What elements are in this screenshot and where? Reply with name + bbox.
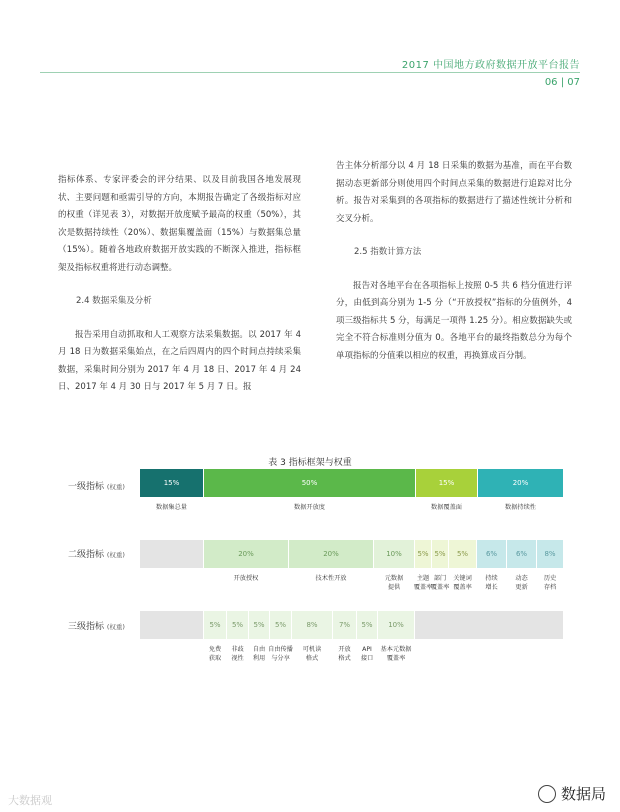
level2-bar bbox=[204, 540, 288, 568]
level3-bar bbox=[270, 611, 291, 639]
paragraph: 告主体分析部分以 4 月 18 日采集的数据为基准，而在平台数据动态更新部分则使用四个时间点采集的数据进行追踪对比分析。报告对采集到的各项指标的数据进行了描述性统计分析和交叉分析。 bbox=[336, 161, 572, 224]
level3-bar bbox=[378, 611, 414, 639]
level2-bar bbox=[507, 540, 536, 568]
level3-bar bbox=[357, 611, 377, 639]
row-label-weight: (权重) bbox=[106, 483, 125, 491]
level3-bar bbox=[204, 611, 226, 639]
left-column bbox=[58, 172, 301, 397]
report-title: 2017 中国地方政府数据开放平台报告 bbox=[401, 60, 580, 71]
level3-weight-value: 8% bbox=[306, 621, 318, 629]
level3-indicator-label: 自由 利用 bbox=[252, 646, 266, 662]
level3-bar bbox=[333, 611, 356, 639]
level3-indicator-label: 非歧 视性 bbox=[231, 646, 244, 662]
level2-weight-value: 5% bbox=[456, 550, 469, 558]
level3-indicator-label: 自由传播 与分享 bbox=[268, 646, 293, 662]
level2-indicator-label: 技术性开放 bbox=[315, 575, 347, 582]
level3-weight-value: 5% bbox=[361, 621, 373, 629]
level2-weight-value: 10% bbox=[386, 550, 402, 558]
level2-bar bbox=[415, 540, 431, 568]
level2-indicator-label: 元数据 提供 bbox=[384, 575, 404, 591]
level3-weight-value: 5% bbox=[209, 621, 221, 629]
level3-indicator-label: 基本元数据 覆盖率 bbox=[380, 646, 412, 662]
section-heading: 2.5 指数计算方法 bbox=[354, 247, 422, 257]
level3-indicator-label: 免费 获取 bbox=[208, 646, 222, 662]
level2-bar bbox=[289, 540, 373, 568]
page-number: 06 | 07 bbox=[544, 77, 580, 88]
row-label-name: 一级指标 bbox=[68, 482, 105, 492]
level2-indicator-label: 主题 覆盖率 bbox=[413, 575, 433, 591]
level3-weight-value: 5% bbox=[253, 621, 265, 629]
level1-indicator-label: 数据集总量 bbox=[156, 504, 187, 511]
level3-bar bbox=[415, 611, 563, 639]
level3-weight-value: 5% bbox=[231, 621, 244, 629]
section-heading: 2.4 数据采集及分析 bbox=[76, 296, 152, 306]
level3-bar bbox=[227, 611, 248, 639]
level1-bar bbox=[478, 469, 563, 497]
row-label-level2 bbox=[68, 547, 125, 560]
table-title: 表 3 指标框架与权重 bbox=[268, 458, 352, 468]
level2-indicator-label: 关键词 覆盖率 bbox=[453, 575, 472, 591]
level2-indicator-label: 部门 覆盖率 bbox=[430, 575, 450, 591]
paragraph: 指标体系、专家评委会的评分结果、以及目前我国各地发展现状、主要问题和亟需引导的方向，本期报告确定了各级指标对应的权重（详见表 3），对数据开放度赋予最高的权重（50%），其次是数据持续性（20%）、数据集覆盖面（15%）与数据集总量（15%）。随着各地政府数据开放实践的不断深入推进，指标框架及指标权重将进行动态调整。 bbox=[58, 175, 301, 273]
row-label-name: 三级指标 bbox=[68, 622, 105, 632]
paragraph: 报告采用自动抓取和人工观察方法采集数据。以 2017 年 4 月 18 日为数据采集始点，在之后四周内的四个时间点持续采集数据，采集时间分别为 2017 年 4 月 18 日、2017 年 4 月 24 日、2017 年 4 月 30 日与 2017 年 5 月 7 日。报 bbox=[58, 329, 301, 392]
row-label-weight: (权重) bbox=[106, 623, 125, 631]
level2-weight-value: 20% bbox=[323, 550, 339, 558]
level1-indicator-label: 数据持续性 bbox=[505, 504, 536, 511]
level2-bar bbox=[432, 540, 448, 568]
level3-bar bbox=[140, 611, 203, 639]
level1-bar bbox=[204, 469, 415, 497]
level1-bar bbox=[140, 469, 203, 497]
level2-weight-value: 20% bbox=[238, 550, 254, 558]
level2-indicator-label: 持续 增长 bbox=[485, 575, 498, 591]
level2-weight-value: 5% bbox=[434, 550, 446, 558]
watermark-left: 大数据观 bbox=[8, 794, 52, 807]
header-divider bbox=[40, 72, 580, 73]
level3-weight-value: 7% bbox=[338, 621, 351, 629]
wechat-icon bbox=[538, 785, 556, 803]
level2-bar bbox=[374, 540, 414, 568]
level3-weight-value: 10% bbox=[388, 621, 404, 629]
right-column bbox=[336, 158, 572, 365]
level2-bar bbox=[477, 540, 506, 568]
level2-bar bbox=[449, 540, 476, 568]
level2-indicator-label: 历史 存档 bbox=[543, 575, 557, 591]
level1-weight-value: 20% bbox=[512, 479, 529, 487]
row-label-level1 bbox=[68, 479, 125, 492]
level3-indicator-label: 可机读 格式 bbox=[302, 646, 322, 662]
level2-indicator-label: 动态 更新 bbox=[515, 575, 528, 591]
level1-weight-value: 50% bbox=[301, 479, 318, 487]
level1-bar bbox=[416, 469, 477, 497]
watermark-right-text: 数据局 bbox=[560, 785, 606, 803]
level3-bar bbox=[249, 611, 269, 639]
row-label-name: 二级指标 bbox=[68, 550, 105, 560]
row-label-weight: (权重) bbox=[106, 551, 125, 559]
level1-indicator-label: 数据开放度 bbox=[294, 504, 325, 511]
level1-weight-value: 15% bbox=[163, 479, 180, 487]
level2-weight-value: 5% bbox=[417, 550, 429, 558]
level3-weight-value: 5% bbox=[274, 621, 287, 629]
level1-indicator-label: 数据覆盖面 bbox=[431, 504, 462, 511]
row-label-level3 bbox=[68, 619, 125, 632]
paragraph: 报告对各地平台在各项指标上按照 0-5 共 6 档分值进行评分，由低到高分别为 1-5 分（“开放授权”指标的分值例外，4 项三级指标共 5 分，每满足一项得 1.25 分）。相应数据缺失或完全不符合标准则分值为 0。各地平台的最终指数总分为每个单项指标的分值乘以相应的权重，再换算成百分制。 bbox=[336, 280, 572, 361]
level2-weight-value: 6% bbox=[515, 550, 528, 558]
level2-weight-value: 8% bbox=[544, 550, 556, 558]
level2-bar bbox=[537, 540, 563, 568]
level1-weight-value: 15% bbox=[438, 479, 455, 487]
level2-indicator-label: 开放授权 bbox=[233, 575, 259, 582]
watermark-right bbox=[538, 783, 606, 804]
level3-indicator-label: API 接口 bbox=[360, 646, 374, 662]
level2-bar bbox=[140, 540, 203, 568]
level3-bar bbox=[292, 611, 332, 639]
level3-indicator-label: 开放 格式 bbox=[338, 646, 351, 662]
level2-weight-value: 6% bbox=[485, 550, 498, 558]
